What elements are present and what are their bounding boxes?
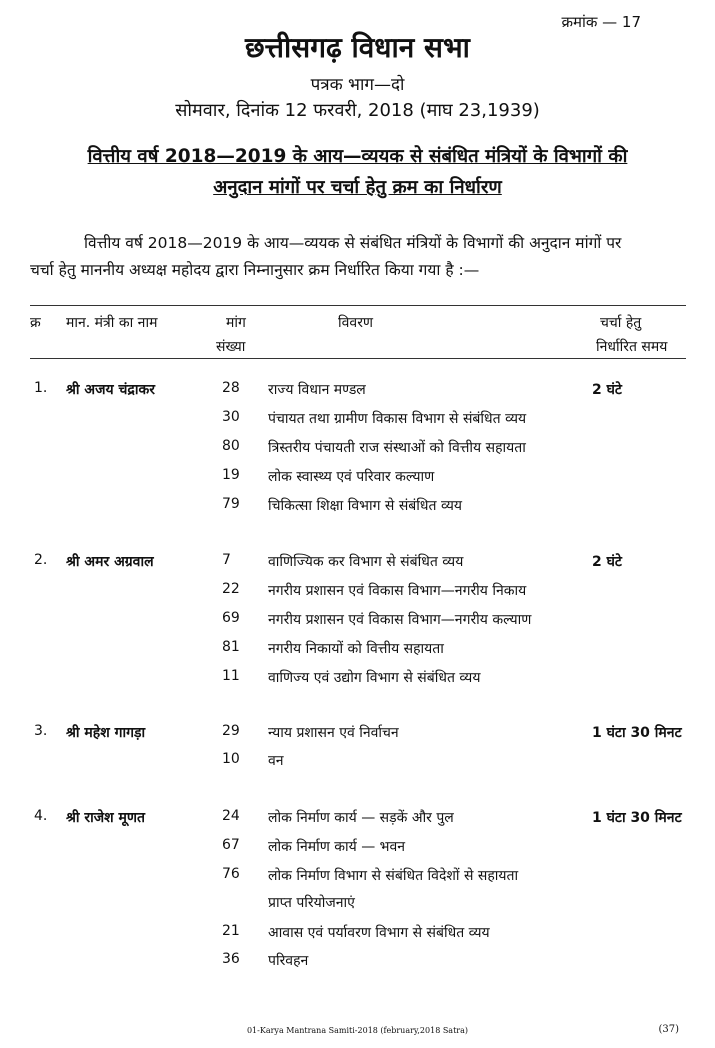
demand-number: 79: [222, 496, 240, 512]
serial-number: क्रमांक — 17: [561, 13, 641, 31]
minister-name: श्री महेश गागड़ा: [66, 725, 146, 741]
demand-description: त्रिस्तरीय पंचायती राज संस्थाओं को वित्तीय सहायता: [268, 440, 526, 456]
demand-description: वाणिज्यिक कर विभाग से संबंधित व्यय: [268, 554, 464, 570]
demand-number: 24: [222, 808, 240, 824]
demand-description: नगरीय निकायों को वित्तीय सहायता: [268, 641, 444, 657]
group-serial: 3.: [34, 723, 48, 739]
page-number: (37): [658, 1024, 679, 1035]
demand-number: 30: [222, 409, 240, 425]
session-date: सोमवार, दिनांक 12 फरवरी, 2018 (माघ 23,1939): [175, 100, 540, 121]
allotted-time: 1 घंटा 30 मिनट: [592, 725, 682, 741]
minister-name: श्री अजय चंद्राकर: [66, 382, 155, 398]
demand-number: 19: [222, 467, 240, 483]
allotted-time: 1 घंटा 30 मिनट: [592, 810, 682, 826]
demand-description: नगरीय प्रशासन एवं विकास विभाग—नगरीय निकाय: [268, 583, 527, 599]
group-serial: 1.: [34, 380, 48, 396]
intro-line-1: वित्तीय वर्ष 2018—2019 के आय—व्ययक से संबंधित मंत्रियों के विभागों की अनुदान मांगों पर: [84, 234, 622, 252]
demand-description: चिकित्सा शिक्षा विभाग से संबंधित व्यय: [268, 498, 462, 514]
allotted-time: 2 घंटे: [592, 554, 622, 570]
file-reference: 01-Karya Mantrana Samiti-2018 (february,2018 Satra): [246, 1026, 469, 1035]
minister-name: श्री राजेश मूणत: [66, 810, 146, 826]
column-header-demand: मांग: [226, 315, 246, 331]
allotted-time: 2 घंटे: [592, 382, 622, 398]
demand-number: 22: [222, 581, 240, 597]
demand-number: 67: [222, 837, 240, 853]
demand-description: नगरीय प्रशासन एवं विकास विभाग—नगरीय कल्याण: [268, 612, 532, 628]
group-serial: 2.: [34, 552, 48, 568]
demand-number: 21: [222, 923, 240, 939]
demand-number: 36: [222, 951, 240, 967]
demand-description: न्याय प्रशासन एवं निर्वाचन: [268, 725, 399, 741]
column-header-description: विवरण: [338, 315, 374, 331]
demand-description: लोक निर्माण विभाग से संबंधित विदेशों से सहायता: [268, 868, 519, 884]
demand-description: वन: [268, 753, 284, 769]
demand-number: 69: [222, 610, 240, 626]
demand-description: प्राप्त परियोजनाएं: [268, 895, 355, 911]
demand-number: 81: [222, 639, 240, 655]
column-header-minister: मान. मंत्री का नाम: [66, 315, 158, 331]
table-header-rule: [30, 358, 686, 359]
table-top-rule: [30, 305, 686, 306]
document-subtitle: पत्रक भाग—दो: [310, 75, 405, 95]
demand-description: राज्य विधान मण्डल: [268, 382, 366, 398]
demand-number: 28: [222, 380, 240, 396]
column-header-time: चर्चा हेतु: [600, 315, 642, 331]
demand-number: 29: [222, 723, 240, 739]
demand-description: लोक निर्माण कार्य — भवन: [268, 839, 406, 855]
demand-number: 7: [222, 552, 231, 568]
intro-line-2: चर्चा हेतु माननीय अध्यक्ष महोदय द्वारा निम्नानुसार क्रम निर्धारित किया गया है :—: [30, 261, 480, 279]
column-header-time-line-2: निर्धारित समय: [596, 339, 668, 355]
column-header-serial: क्र: [30, 315, 41, 331]
column-header-demand-line-2: संख्या: [216, 339, 246, 355]
demand-description: वाणिज्य एवं उद्योग विभाग से संबंधित व्यय: [268, 670, 481, 686]
demand-number: 80: [222, 438, 240, 454]
demand-description: लोक निर्माण कार्य — सड़कें और पुल: [268, 810, 454, 826]
demand-description: परिवहन: [268, 953, 309, 969]
demand-description: लोक स्वास्थ्य एवं परिवार कल्याण: [268, 469, 435, 485]
document-title-line-1: वित्तीय वर्ष 2018—2019 के आय—व्ययक से संबंधित मंत्रियों के विभागों की: [87, 146, 628, 167]
demand-number: 11: [222, 668, 240, 684]
demand-number: 76: [222, 866, 240, 882]
demand-description: पंचायत तथा ग्रामीण विकास विभाग से संबंधित व्यय: [268, 411, 527, 427]
demand-description: आवास एवं पर्यावरण विभाग से संबंधित व्यय: [268, 925, 490, 941]
demand-number: 10: [222, 751, 240, 767]
minister-name: श्री अमर अग्रवाल: [66, 554, 154, 570]
group-serial: 4.: [34, 808, 48, 824]
assembly-name: छत्तीसगढ़ विधान सभा: [245, 31, 470, 64]
document-title-line-2: अनुदान मांगों पर चर्चा हेतु क्रम का निर्धारण: [213, 177, 502, 198]
